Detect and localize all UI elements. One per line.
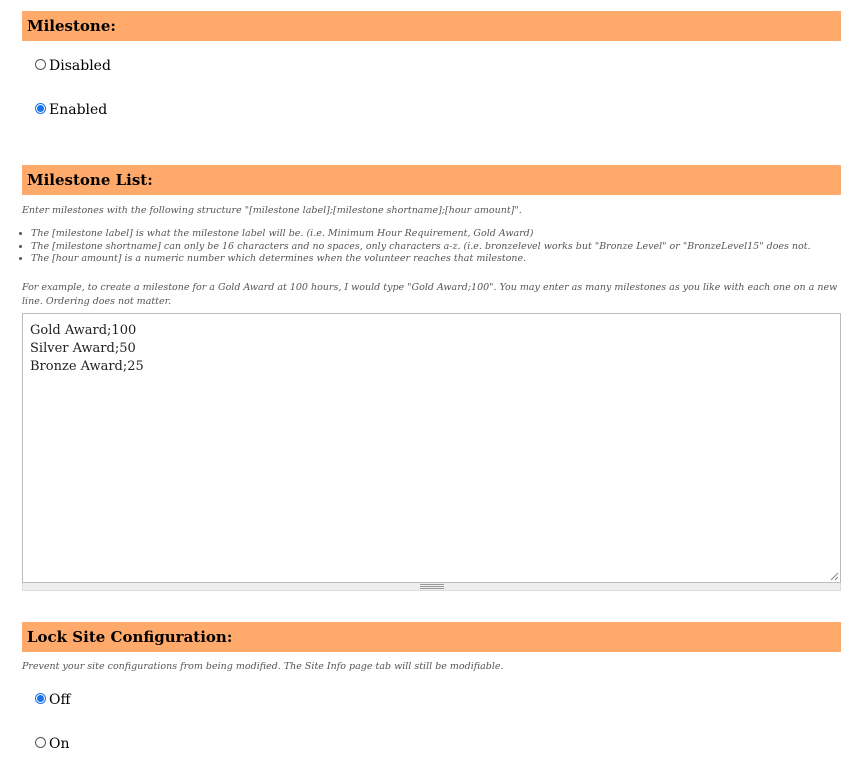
lock-on-option[interactable] bbox=[35, 734, 70, 754]
textarea-resize-handle[interactable] bbox=[22, 583, 841, 591]
resize-corner-icon[interactable] bbox=[830, 572, 839, 581]
grip-icon bbox=[420, 584, 444, 589]
lock-off-label: Off bbox=[49, 692, 71, 708]
lock-config-description: Prevent your site configurations from being modified. The Site Info page tab will still be modifiable. bbox=[22, 661, 504, 672]
list-item: • The [milestone label] is what the milestone label will be. (i.e. Minimum Hour Requirement, Gold Award) bbox=[31, 228, 849, 241]
lock-on-radio[interactable] bbox=[35, 737, 46, 748]
textarea-line: Silver Award;50 bbox=[30, 341, 136, 356]
textarea-line: Bronze Award;25 bbox=[30, 359, 144, 374]
milestone-header: Milestone: bbox=[22, 11, 841, 41]
milestone-list-example: For example, to create a milestone for a Gold Award at 100 hours, I would type "Gold Award;100". You may enter as many milestones as you like with each one on a new line. Ordering does not matter. bbox=[22, 282, 838, 307]
lock-off-radio[interactable] bbox=[35, 693, 46, 704]
milestone-disabled-option[interactable] bbox=[35, 56, 111, 76]
lock-off-option[interactable] bbox=[35, 690, 70, 710]
milestone-list-intro: Enter milestones with the following structure "[milestone label];[milestone shortname];[hour amount]". bbox=[22, 205, 522, 216]
milestone-list-rules bbox=[22, 228, 849, 266]
lock-config-header: Lock Site Configuration: bbox=[22, 622, 841, 652]
list-item: • The [milestone shortname] can only be 16 characters and no spaces, only characters a-z. (i.e. bronzelevel works but "Bronze Level" or "BronzeLevel15" does not. bbox=[31, 241, 849, 254]
milestone-list-header: Milestone List: bbox=[22, 165, 841, 195]
milestone-enabled-option[interactable] bbox=[35, 100, 107, 120]
milestone-disabled-radio[interactable] bbox=[35, 59, 46, 70]
milestone-list-textarea[interactable] bbox=[22, 313, 841, 583]
list-item: • The [hour amount] is a numeric number which determines when the volunteer reaches that milestone. bbox=[31, 253, 849, 266]
milestone-enabled-label: Enabled bbox=[49, 102, 108, 118]
milestone-disabled-label: Disabled bbox=[49, 58, 111, 74]
milestone-enabled-radio[interactable] bbox=[35, 103, 46, 114]
textarea-line: Gold Award;100 bbox=[30, 323, 137, 338]
lock-on-label: On bbox=[49, 736, 70, 752]
